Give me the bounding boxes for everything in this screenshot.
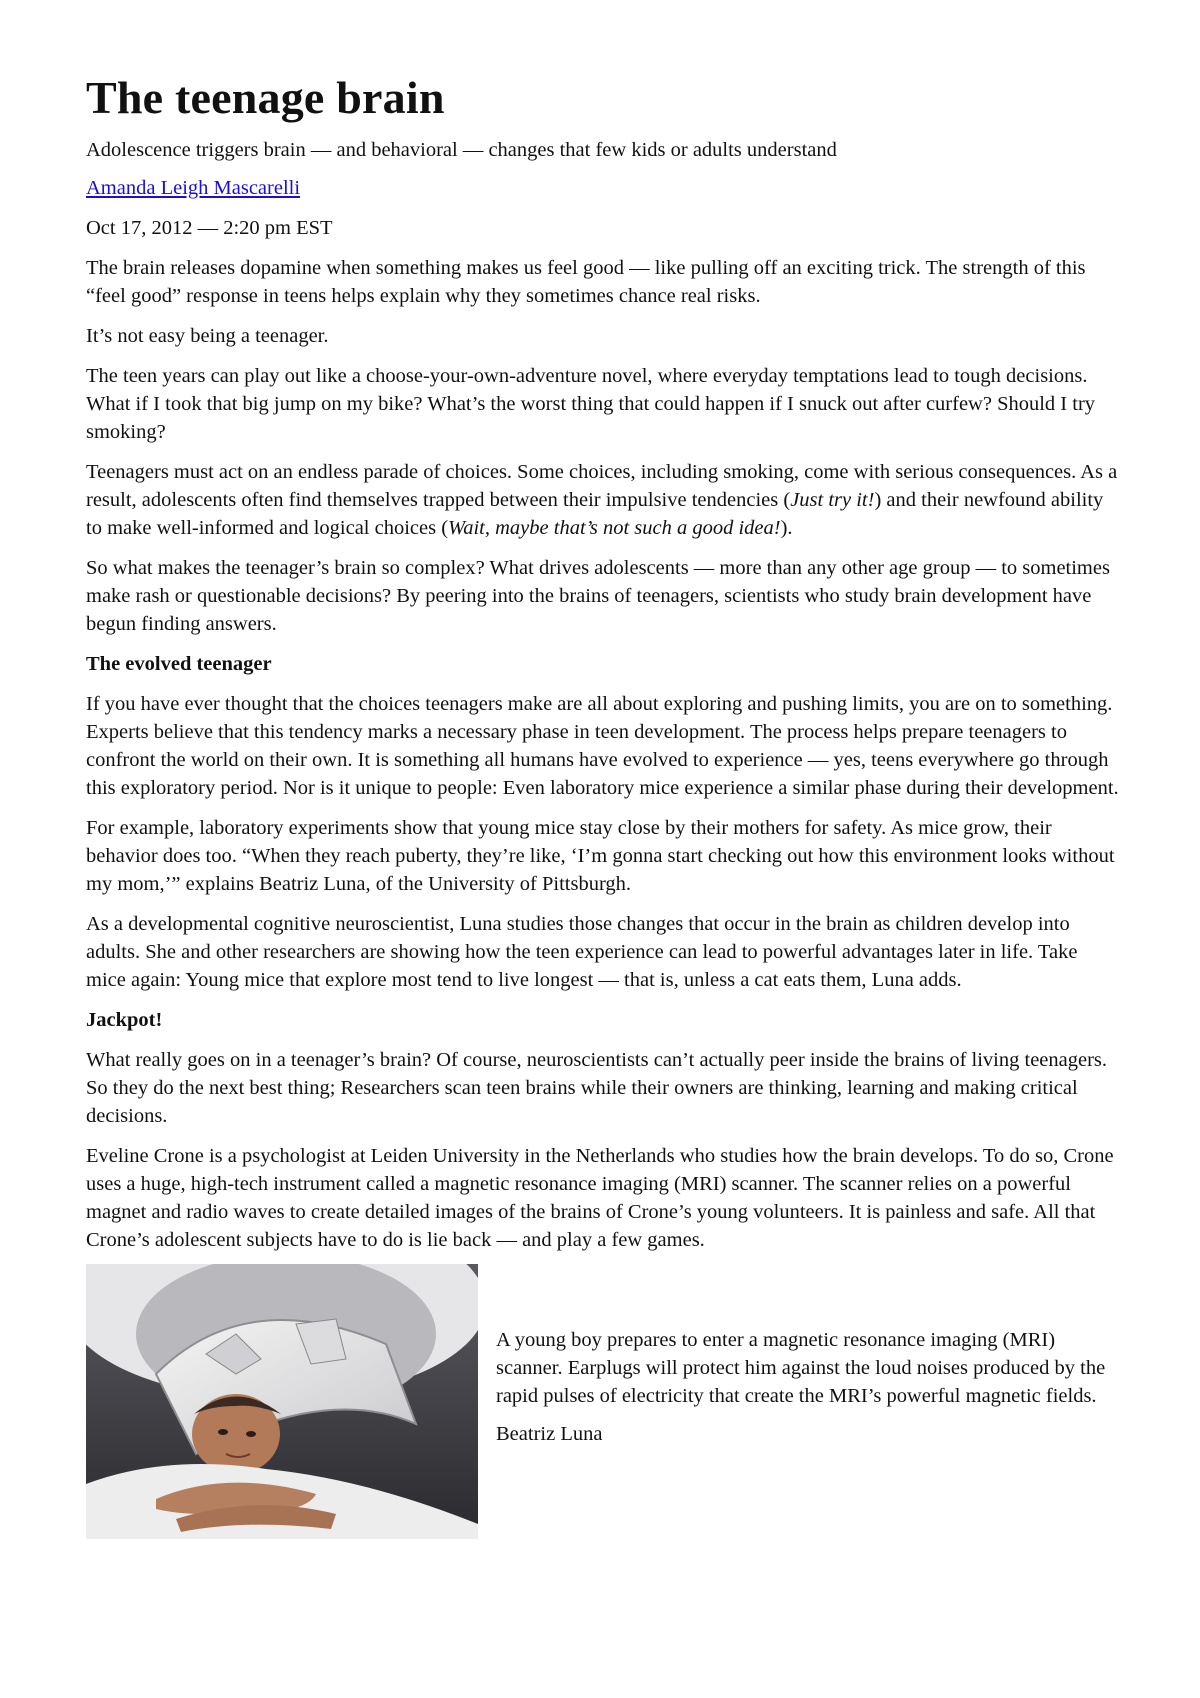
article (86, 70, 1122, 1539)
section-heading: Jackpot! (86, 1009, 163, 1031)
paragraph: The teen years can play out like a choose-your-own-adventure novel, where everyday temptations lead to tough decisions. What if I took that big jump on my bike? What’s the worst thing that could happen if I snuck out after curfew? Should I try smoking? (86, 365, 1096, 443)
emphasis-text: Wait, maybe that’s not such a good idea! (448, 517, 781, 539)
paragraph-text: ). (780, 517, 793, 539)
paragraph: As a developmental cognitive neuroscientist, Luna studies those changes that occur in the brain as children develop into adults. She and other researchers are showing how the teen experience can lead to powerful advantages later in life. Take mice again: Young mice that explore most tend to live longest — that is, unless a cat eats them, Luna adds. (86, 913, 1078, 991)
caption-text: A young boy prepares to enter a magnetic resonance imaging (MRI) scanner. Earplugs will protect him against the loud noises produced by the rapid pulses of electricity that create the MRI’s powerful magnetic fields. (496, 1329, 1106, 1407)
article-subtitle: Adolescence triggers brain — and behavioral — changes that few kids or adults understand (86, 139, 837, 161)
paragraph: It’s not easy being a teenager. (86, 325, 329, 347)
section-heading: The evolved teenager (86, 653, 272, 675)
paragraph: Eveline Crone is a psychologist at Leiden University in the Netherlands who studies how the brain develops. To do so, Crone uses a huge, high-tech instrument called a magnetic resonance imaging (MRI) scanner. The scanner relies on a powerful magnet and radio waves to create detailed images of the brains of Crone’s young volunteers. It is painless and safe. All that Crone’s adolescent subjects have to do is lie back — and play a few games. (86, 1145, 1114, 1251)
byline (86, 174, 1122, 202)
mri-scanner-photo (86, 1264, 478, 1539)
author-link[interactable]: Amanda Leigh Mascarelli (86, 177, 301, 199)
figure-caption (496, 1264, 1116, 1458)
paragraph (86, 458, 1122, 542)
lead-paragraph: The brain releases dopamine when something makes us feel good — like pulling off an exciting trick. The strength of this “feel good” response in teens helps explain why they sometimes chance real risks. (86, 257, 1086, 307)
paragraph-text: Teenagers must act on an endless parade of choices. Some choices, including smoking, come with serious consequences. As a result, adolescents often find themselves trapped between their impulsive tendencies ( (86, 461, 1118, 511)
paragraph: For example, laboratory experiments show that young mice stay close by their mothers for safety. As mice grow, their behavior does too. “When they reach puberty, they’re like, ‘I’m gonna start checking out how this environment looks without my mom,’” explains Beatriz Luna, of the University of Pittsburgh. (86, 817, 1115, 895)
paragraph: What really goes on in a teenager’s brain? Of course, neuroscientists can’t actually peer inside the brains of living teenagers. So they do the next best thing; Researchers scan teen brains while their owners are thinking, learning and making critical decisions. (86, 1049, 1108, 1127)
paragraph: So what makes the teenager’s brain so complex? What drives adolescents — more than any other age group — to sometimes make rash or questionable decisions? By peering into the brains of teenagers, scientists who study brain development have begun finding answers. (86, 557, 1110, 635)
paragraph: If you have ever thought that the choices teenagers make are all about exploring and pushing limits, you are on to something. Experts believe that this tendency marks a necessary phase in teen development. The process helps prepare teenagers to confront the world on their own. It is something all humans have evolved to experience — yes, teens everywhere go through this exploratory period. Nor is it unique to people: Even laboratory mice experience a similar phase during their development. (86, 693, 1119, 799)
photo-credit: Beatriz Luna (496, 1423, 603, 1445)
emphasis-text: Just try it! (790, 489, 875, 511)
figure (86, 1264, 1122, 1539)
paragraph-text: ) and their newfound ability to make well-informed and logical choices ( (86, 489, 1104, 539)
page-title: The teenage brain (86, 72, 445, 123)
publish-date: Oct 17, 2012 — 2:20 pm EST (86, 217, 333, 239)
